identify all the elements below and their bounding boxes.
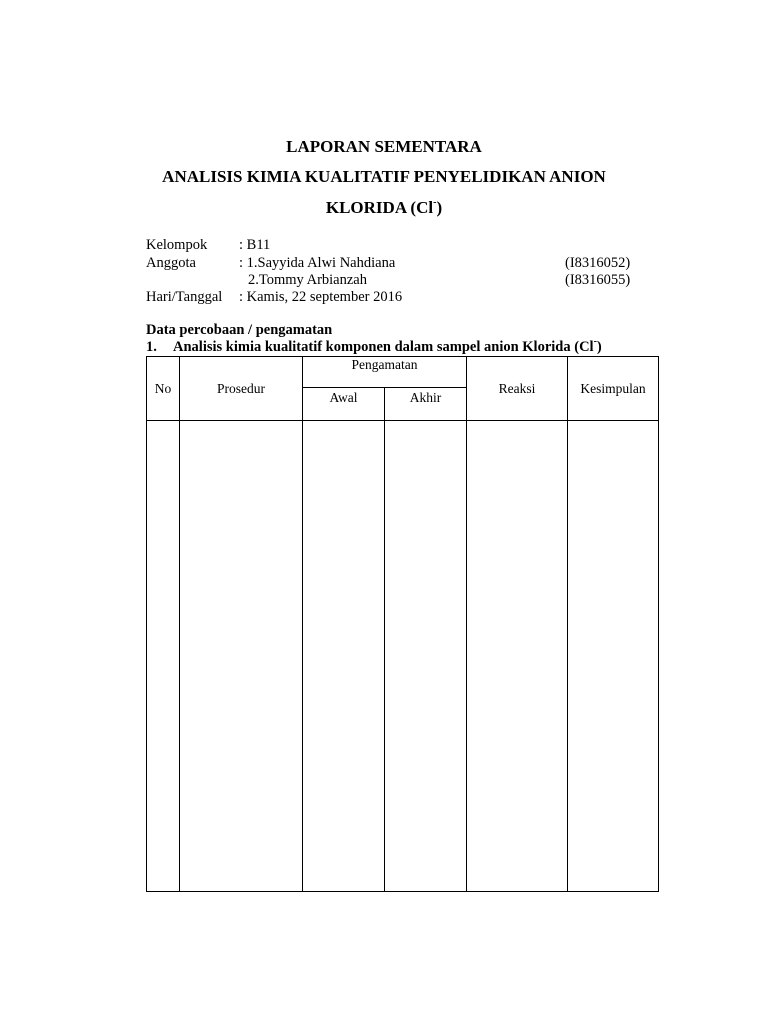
header-pengamatan: Pengamatan	[303, 357, 467, 388]
observation-table	[146, 356, 659, 892]
section-item-number: 1.	[146, 339, 157, 355]
anion-charge: -	[433, 197, 437, 209]
kelompok-value: : B11	[239, 237, 271, 253]
cell-reaksi	[467, 421, 568, 892]
anggota-label: Anggota	[146, 255, 196, 271]
section-item-close-paren: )	[596, 339, 602, 355]
header-akhir: Akhir	[385, 388, 467, 421]
anion-name: KLORIDA (Cl	[325, 198, 434, 217]
header-prosedur: Prosedur	[180, 357, 303, 421]
member-1-name: : 1.Sayyida Alwi Nahdiana	[239, 255, 396, 271]
header-reaksi: Reaksi	[467, 357, 568, 421]
member-1-nim: (I8316052)	[565, 255, 631, 271]
header-no: No	[147, 357, 180, 421]
report-subtitle: ANALISIS KIMIA KUALITATIF PENYELIDIKAN ANION	[162, 167, 606, 186]
cell-akhir	[385, 421, 467, 892]
tanggal-value: : Kamis, 22 september 2016	[239, 289, 403, 305]
section-heading: Data percobaan / pengamatan	[146, 322, 333, 338]
member-2-nim: (I8316055)	[565, 272, 631, 288]
cell-no	[147, 421, 180, 892]
tanggal-label: Hari/Tanggal	[146, 289, 223, 305]
anion-close-paren: )	[436, 198, 443, 217]
cell-awal	[303, 421, 385, 892]
section-item-title	[173, 336, 602, 356]
cell-kesimpulan	[568, 421, 659, 892]
kelompok-label: Kelompok	[146, 237, 208, 253]
cell-prosedur	[180, 421, 303, 892]
report-subtitle-anion	[0, 198, 768, 218]
section-item-charge: -	[593, 336, 597, 348]
header-awal: Awal	[303, 388, 385, 421]
header-kesimpulan: Kesimpulan	[568, 357, 659, 421]
report-title: LAPORAN SEMENTARA	[286, 137, 482, 156]
member-2-name: 2.Tommy Arbianzah	[248, 272, 367, 288]
section-item-text: Analisis kimia kualitatif komponen dalam sampel anion Klorida (Cl	[173, 339, 594, 355]
